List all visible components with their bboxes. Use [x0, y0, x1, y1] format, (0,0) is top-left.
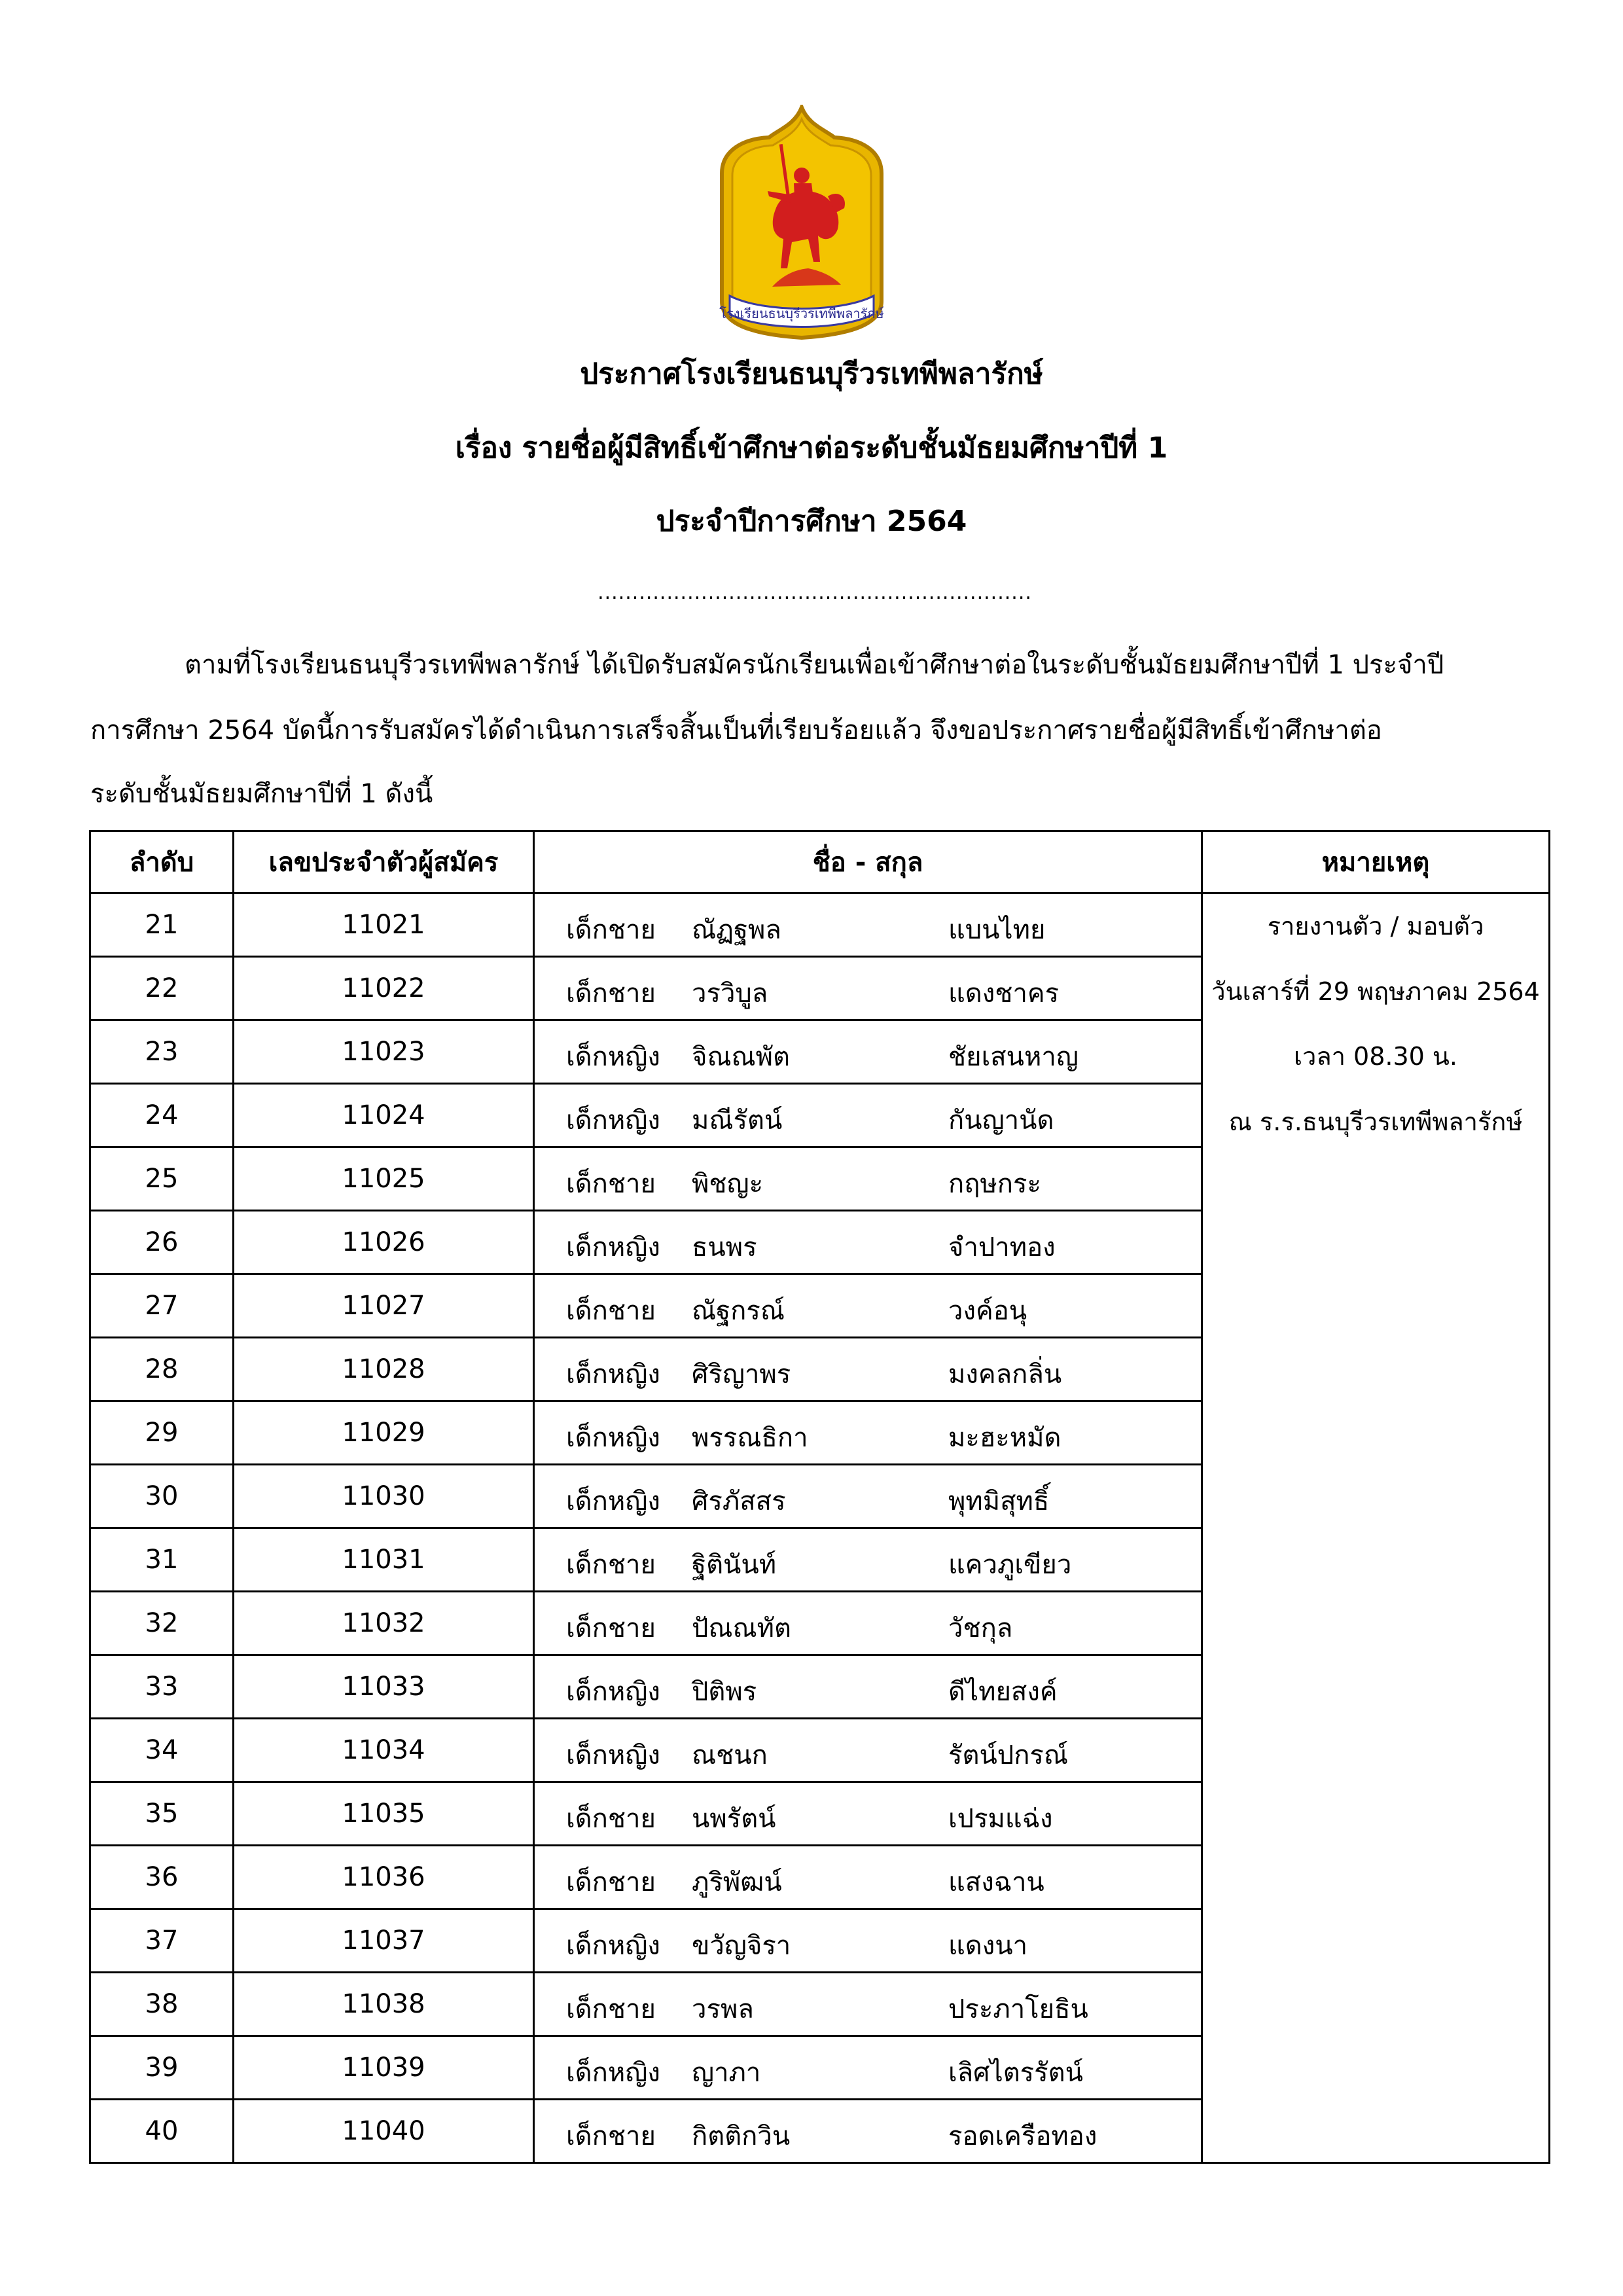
first-name: พิชญะ — [692, 1169, 764, 1199]
applicant-id: 11040 — [234, 2100, 534, 2163]
row-number: 26 — [90, 1211, 234, 1274]
applicant-id: 11036 — [234, 1846, 534, 1909]
first-name: ปัณณทัต — [692, 1613, 791, 1643]
row-number: 37 — [90, 1909, 234, 1973]
applicant-id: 11022 — [234, 957, 534, 1020]
first-name: ญาภา — [692, 2058, 761, 2088]
first-name: มณีรัตน์ — [692, 1105, 783, 1136]
student-name — [534, 1338, 1202, 1401]
school-emblem-icon — [710, 105, 893, 340]
separator-line: ............................................................... — [597, 581, 1032, 604]
last-name: เลิศไตรรัตน์ — [948, 2058, 1083, 2088]
name-prefix: เด็กหญิง — [566, 1042, 660, 1072]
name-prefix: เด็กหญิง — [566, 1423, 660, 1453]
student-name — [534, 1782, 1202, 1846]
last-name: มะฮะหมัด — [948, 1423, 1061, 1453]
academic-year: ประจำปีการศึกษา 2564 — [656, 505, 967, 538]
applicant-id: 11034 — [234, 1719, 534, 1782]
student-name — [534, 893, 1202, 957]
header-no: ลำดับ — [90, 831, 234, 893]
last-name: แดงชาคร — [948, 978, 1060, 1009]
row-number: 33 — [90, 1655, 234, 1719]
applicant-id: 11035 — [234, 1782, 534, 1846]
row-number: 23 — [90, 1020, 234, 1084]
school-logo — [710, 105, 893, 340]
first-name: ภูริพัฒน์ — [692, 1867, 782, 1897]
row-number: 38 — [90, 1973, 234, 2036]
name-prefix: เด็กชาย — [566, 1169, 656, 1199]
applicant-id: 11039 — [234, 2036, 534, 2100]
row-number: 21 — [90, 893, 234, 957]
first-name: วรวิบูล — [692, 978, 768, 1009]
name-prefix: เด็กชาย — [566, 2121, 656, 2151]
student-name — [534, 1020, 1202, 1084]
header-name: ชื่อ - สกุล — [534, 831, 1202, 893]
applicant-id: 11029 — [234, 1401, 534, 1465]
note-cell — [1202, 893, 1550, 2163]
row-number: 32 — [90, 1592, 234, 1655]
first-name: ณัฐกรณ์ — [692, 1296, 785, 1326]
first-name: ณชนก — [692, 1740, 768, 1770]
first-name: วรพล — [692, 1994, 754, 2024]
row-number: 39 — [90, 2036, 234, 2100]
table-row — [90, 893, 1550, 957]
name-prefix: เด็กชาย — [566, 1867, 656, 1897]
student-name — [534, 1719, 1202, 1782]
row-number: 31 — [90, 1528, 234, 1592]
last-name: ประภาโยธิน — [948, 1994, 1088, 2024]
name-prefix: เด็กชาย — [566, 915, 656, 945]
applicant-id: 11031 — [234, 1528, 534, 1592]
last-name: กฤษกระ — [948, 1169, 1041, 1199]
note-line: วันเสาร์ที่ 29 พฤษภาคม 2564 — [1211, 977, 1540, 1006]
row-number: 25 — [90, 1147, 234, 1211]
header-applicant-id: เลขประจำตัวผู้สมัคร — [234, 831, 534, 893]
student-name — [534, 1211, 1202, 1274]
applicant-id: 11021 — [234, 893, 534, 957]
first-name: ปิติพร — [692, 1677, 757, 1707]
first-name: ณัฏฐพล — [692, 915, 781, 945]
first-name: ศิริญาพร — [692, 1359, 791, 1390]
student-name — [534, 1973, 1202, 2036]
row-number: 28 — [90, 1338, 234, 1401]
first-name: จิณณพัต — [692, 1042, 790, 1072]
first-name: ธนพร — [692, 1232, 757, 1263]
paragraph-line-3: ระดับชั้นมัธยมศึกษาปีที่ 1 ดังนี้ — [90, 779, 433, 809]
paragraph-line-1: ตามที่โรงเรียนธนบุรีวรเทพีพลารักษ์ ได้เปิดรับสมัครนักเรียนเพื่อเข้าศึกษาต่อในระดับชั้นมัธยมศึกษาปีที่ 1 ประจำปี — [185, 650, 1444, 680]
row-number: 29 — [90, 1401, 234, 1465]
student-name — [534, 1401, 1202, 1465]
applicant-id: 11027 — [234, 1274, 534, 1338]
row-number: 27 — [90, 1274, 234, 1338]
last-name: วงค์อนุ — [948, 1296, 1027, 1326]
student-name — [534, 1084, 1202, 1147]
table-body — [90, 893, 1550, 2163]
table-header-row — [90, 831, 1550, 893]
row-number: 24 — [90, 1084, 234, 1147]
row-number: 30 — [90, 1465, 234, 1528]
student-name — [534, 1274, 1202, 1338]
applicant-id: 11023 — [234, 1020, 534, 1084]
note-line: รายงานตัว / มอบตัว — [1267, 912, 1484, 941]
applicant-id: 11037 — [234, 1909, 534, 1973]
note-line: เวลา 08.30 น. — [1294, 1042, 1457, 1071]
applicant-id: 11032 — [234, 1592, 534, 1655]
last-name: ดีไทยสงค์ — [948, 1677, 1058, 1707]
applicant-id: 11030 — [234, 1465, 534, 1528]
name-prefix: เด็กชาย — [566, 1994, 656, 2024]
last-name: จำปาทอง — [948, 1232, 1056, 1263]
first-name: พรรณธิกา — [692, 1423, 808, 1453]
row-number: 35 — [90, 1782, 234, 1846]
name-prefix: เด็กหญิง — [566, 1740, 660, 1770]
name-prefix: เด็กหญิง — [566, 1486, 660, 1516]
first-name: นพรัตน์ — [692, 1804, 776, 1834]
note-line: ณ ร.ร.ธนบุรีวรเทพีพลารักษ์ — [1228, 1107, 1523, 1136]
student-name — [534, 1528, 1202, 1592]
student-name — [534, 1655, 1202, 1719]
row-number: 34 — [90, 1719, 234, 1782]
name-prefix: เด็กหญิง — [566, 1105, 660, 1136]
last-name: แสงฉาน — [948, 1867, 1044, 1897]
first-name: ขวัญจิรา — [692, 1931, 791, 1961]
last-name: เปรมแฉ่ง — [948, 1804, 1053, 1834]
student-name — [534, 957, 1202, 1020]
applicant-id: 11038 — [234, 1973, 534, 2036]
name-prefix: เด็กชาย — [566, 1804, 656, 1834]
last-name: มงคลกลิ่น — [948, 1359, 1062, 1390]
last-name: พุทมิสุทธิ์ — [948, 1486, 1050, 1516]
applicant-id: 11024 — [234, 1084, 534, 1147]
student-name — [534, 1465, 1202, 1528]
row-number: 22 — [90, 957, 234, 1020]
header-note: หมายเหตุ — [1202, 831, 1550, 893]
first-name: ฐิตินันท์ — [692, 1550, 777, 1580]
name-prefix: เด็กหญิง — [566, 1232, 660, 1263]
name-prefix: เด็กชาย — [566, 978, 656, 1009]
student-name — [534, 2100, 1202, 2163]
paragraph-line-2: การศึกษา 2564 บัดนี้การรับสมัครได้ดำเนินการเสร็จสิ้นเป็นที่เรียบร้อยแล้ว จึงขอประกาศรายชื่อผู้มีสิทธิ์เข้าศึกษาต่อ — [90, 715, 1382, 745]
name-prefix: เด็กหญิง — [566, 1677, 660, 1707]
last-name: แดงนา — [948, 1931, 1028, 1961]
name-prefix: เด็กหญิง — [566, 1931, 660, 1961]
applicant-id: 11028 — [234, 1338, 534, 1401]
applicant-id: 11025 — [234, 1147, 534, 1211]
first-name: ศิรภัสสร — [692, 1486, 786, 1516]
last-name: ชัยเสนหาญ — [948, 1042, 1079, 1072]
last-name: รอดเครือทอง — [948, 2121, 1097, 2151]
name-prefix: เด็กชาย — [566, 1550, 656, 1580]
student-name — [534, 1846, 1202, 1909]
student-name — [534, 1909, 1202, 1973]
student-name — [534, 1592, 1202, 1655]
last-name: รัตน์ปกรณ์ — [948, 1740, 1069, 1770]
first-name: กิตติกวิน — [692, 2121, 791, 2151]
last-name: วัชกุล — [948, 1613, 1013, 1643]
announcement-title: ประกาศโรงเรียนธนบุรีวรเทพีพลารักษ์ — [580, 357, 1043, 391]
announcement-subject: เรื่อง รายชื่อผู้มีสิทธิ์เข้าศึกษาต่อระดับชั้นมัธยมศึกษาปีที่ 1 — [455, 431, 1168, 465]
name-prefix: เด็กหญิง — [566, 2058, 660, 2088]
logo-banner-text: โรงเรียนธนบุรีวรเทพีพลารักษ์ — [719, 306, 884, 321]
name-prefix: เด็กชาย — [566, 1296, 656, 1326]
student-list-table — [89, 830, 1550, 2164]
last-name: กันญานัด — [948, 1105, 1054, 1136]
row-number: 36 — [90, 1846, 234, 1909]
row-number: 40 — [90, 2100, 234, 2163]
student-name — [534, 1147, 1202, 1211]
student-name — [534, 2036, 1202, 2100]
name-prefix: เด็กหญิง — [566, 1359, 660, 1390]
applicant-id: 11033 — [234, 1655, 534, 1719]
last-name: แควภูเขียว — [948, 1550, 1072, 1580]
last-name: แบนไทย — [948, 915, 1046, 945]
name-prefix: เด็กชาย — [566, 1613, 656, 1643]
applicant-id: 11026 — [234, 1211, 534, 1274]
